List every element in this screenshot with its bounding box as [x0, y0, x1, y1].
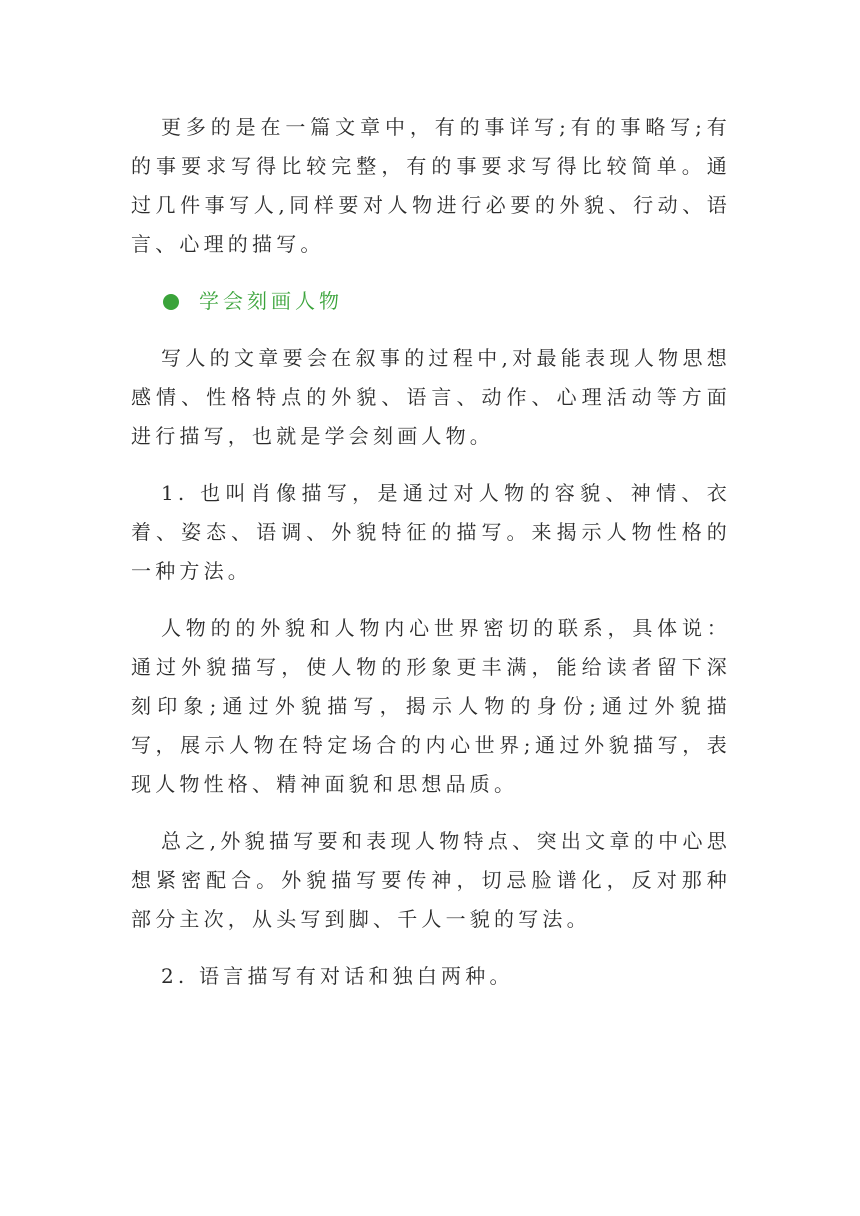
paragraph-language-description: 2. 语言描写有对话和独白两种。	[161, 964, 514, 988]
paragraph-summary: 总之,外貌描写要和表现人物特点、突出文章的中心思想紧密配合。外貌描写要传神，切忌脸谱化，反对那种部分主次，从头写到脚、千人一貌的写法。	[131, 829, 731, 931]
paragraph-appearance-description: 1. 也叫肖像描写，是通过对人物的容貌、神情、衣着、姿态、语调、外貌特征的描写。来揭示人物性格的一种方法。	[131, 481, 731, 583]
document-body	[131, 108, 731, 1014]
section-heading-text: 学会刻画人物	[199, 289, 343, 313]
section-heading	[131, 282, 731, 321]
paragraph-character-portrayal: 写人的文章要会在叙事的过程中,对最能表现人物思想感情、性格特点的外貌、语言、动作、心理活动等方面进行描写，也就是学会刻画人物。	[131, 346, 731, 448]
green-dot-bullet-icon	[163, 294, 179, 310]
intro-paragraph: 更多的是在一篇文章中，有的事详写;有的事略写;有的事要求写得比较完整，有的事要求写得比较简单。通过几件事写人,同样要对人物进行必要的外貌、行动、语言、心理的描写。	[131, 115, 731, 256]
paragraph-appearance-functions: 人物的的外貌和人物内心世界密切的联系，具体说：通过外貌描写，使人物的形象更丰满，能给读者留下深刻印象;通过外貌描写，揭示人物的身份;通过外貌描写，展示人物在特定场合的内心世界;通过外貌描写，表现人物性格、精神面貌和思想品质。	[131, 616, 731, 796]
